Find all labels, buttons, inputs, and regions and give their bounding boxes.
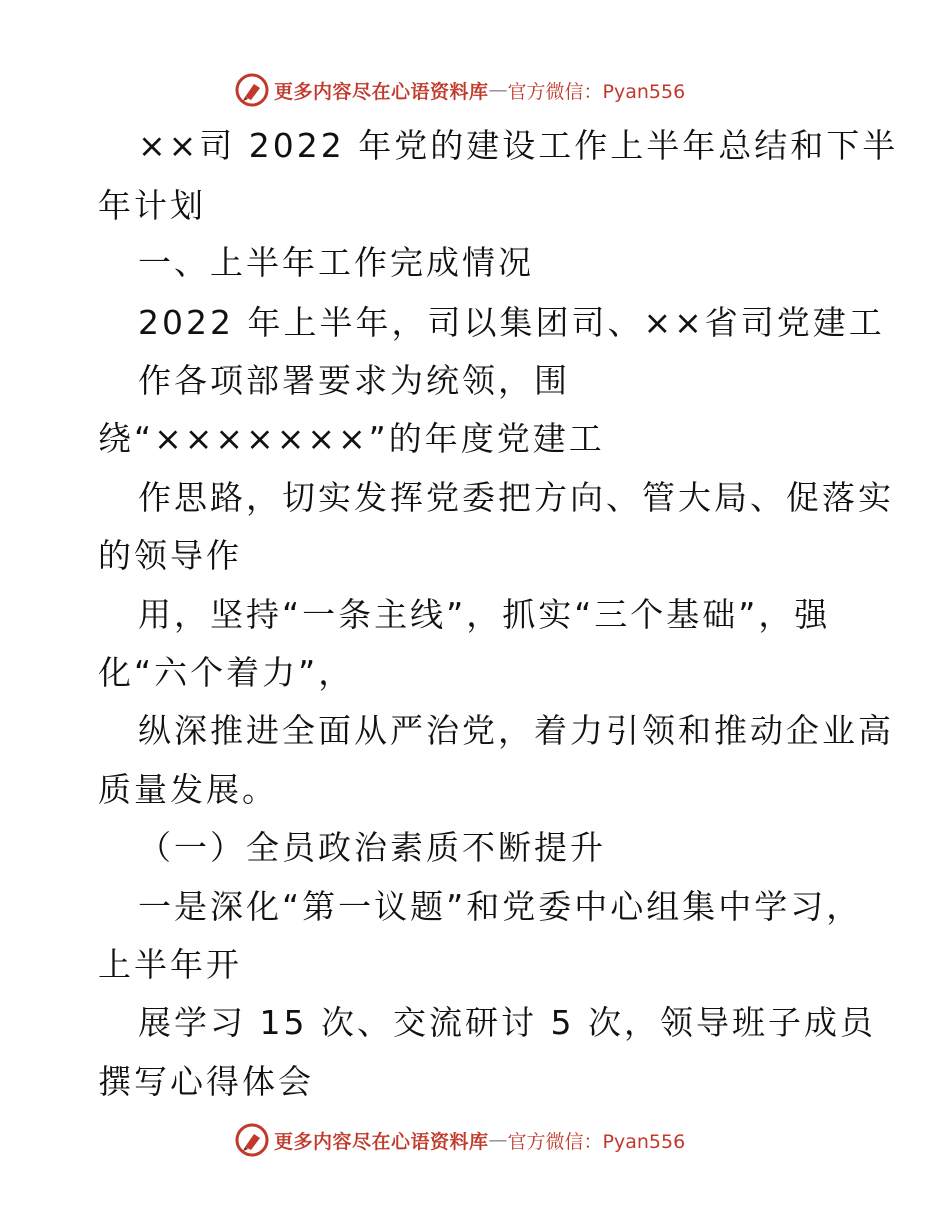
watermark-brand: 更多内容尽在心语资料库 — [274, 1130, 489, 1153]
watermark-brand: 更多内容尽在心语资料库 — [274, 80, 489, 103]
text-line: 作思路，切实发挥党委把方向、管大局、促落实 — [138, 478, 894, 517]
watermark-dash: — — [488, 1129, 508, 1151]
text-line-title-cont: 年计划 — [98, 186, 206, 225]
pen-nib-logo-icon — [234, 72, 270, 108]
subsection-heading: （一）全员政治素质不断提升 — [138, 828, 606, 867]
header-watermark — [234, 70, 685, 110]
text-line: 作各项部署要求为统领，围 — [138, 361, 570, 400]
text-line: 撰写心得体会 — [98, 1062, 314, 1101]
text-line: 上半年开 — [98, 945, 242, 984]
text-line: 一是深化“第一议题”和党委中心组集中学习， — [138, 887, 863, 926]
section-heading: 一、上半年工作完成情况 — [138, 243, 534, 282]
text-line: 2022 年上半年，司以集团司、××省司党建工 — [138, 303, 885, 342]
watermark-contact: 官方微信：Pyan556 — [507, 1130, 686, 1153]
text-line: 化“六个着力”， — [98, 653, 355, 692]
footer-watermark — [234, 1120, 685, 1160]
text-line: 绕“×××××××”的年度党建工 — [98, 419, 605, 458]
watermark-contact: 官方微信：Pyan556 — [507, 80, 686, 103]
text-line-title: ××司 2022 年党的建设工作上半年总结和下半 — [138, 126, 899, 165]
text-line: 的领导作 — [98, 536, 242, 575]
pen-nib-logo-icon — [234, 1122, 270, 1158]
text-line: 展学习 15 次、交流研讨 5 次，领导班子成员 — [138, 1003, 876, 1042]
text-line: 用，坚持“一条主线”，抓实“三个基础”，强 — [138, 595, 831, 634]
text-line: 质量发展。 — [98, 770, 278, 809]
text-line: 纵深推进全面从严治党，着力引领和推动企业高 — [138, 711, 894, 750]
watermark-dash: — — [488, 79, 508, 101]
